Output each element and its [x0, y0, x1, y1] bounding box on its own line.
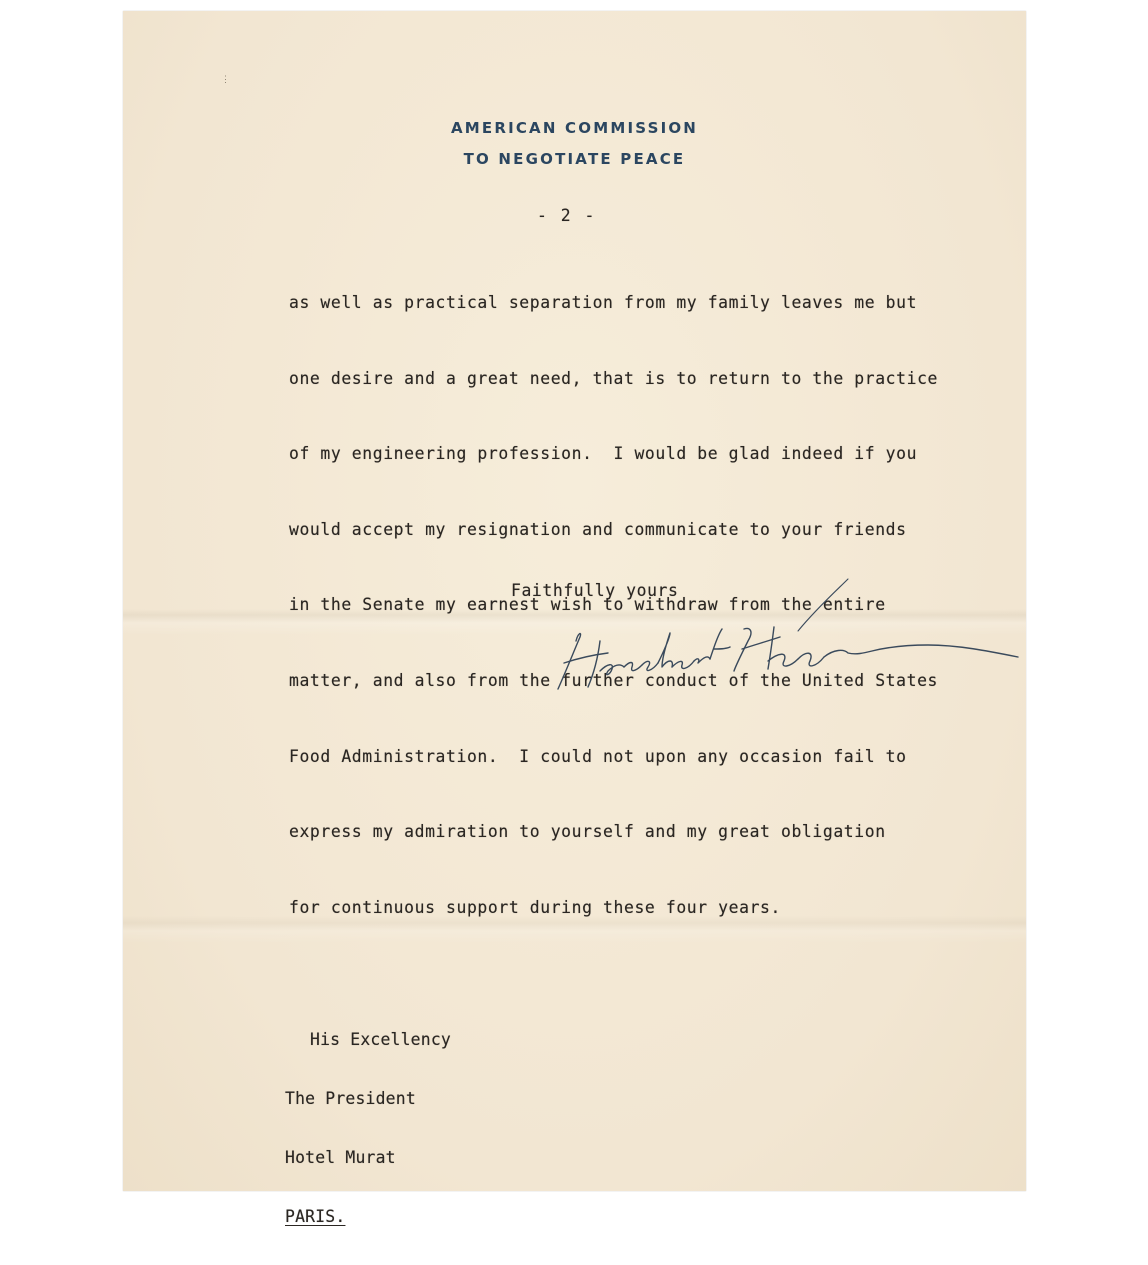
page-number: - 2 - [537, 206, 597, 225]
body-line: of my engineering profession. I would be glad indeed if you [289, 444, 918, 464]
addressee-line: His Excellency [310, 1030, 451, 1049]
signature-image [548, 571, 1028, 701]
addressee-line: Hotel Murat [285, 1148, 396, 1167]
body-line: in the Senate my earnest wish to withdraw from the entire [289, 595, 886, 615]
body-line: as well as practical separation from my family leaves me but [289, 293, 918, 312]
body-line: express my admiration to yourself and my great obligation [289, 822, 886, 842]
letterhead-line-2: TO NEGOTIATE PEACE [463, 150, 686, 168]
body-line: for continuous support during these four years. [289, 897, 781, 917]
letterhead-line-1: AMERICAN COMMISSION [450, 119, 699, 137]
pencil-mark: ⋮ [221, 74, 230, 84]
addressee-line: The President [285, 1089, 416, 1108]
letter-page [123, 11, 1026, 1226]
body-line: Food Administration. I could not upon any occasion fail to [289, 746, 907, 766]
addressee-block [285, 991, 451, 1265]
closing: Faithfully yours [511, 581, 679, 600]
body-line: matter, and also from the further conduct of the United States [289, 670, 939, 690]
body-line: one desire and a great need, that is to return to the practice [289, 368, 939, 388]
body-line: would accept my resignation and communicate to your friends [289, 519, 907, 539]
addressee-city-row [285, 1206, 451, 1227]
addressee-city: PARIS. [285, 1207, 346, 1226]
